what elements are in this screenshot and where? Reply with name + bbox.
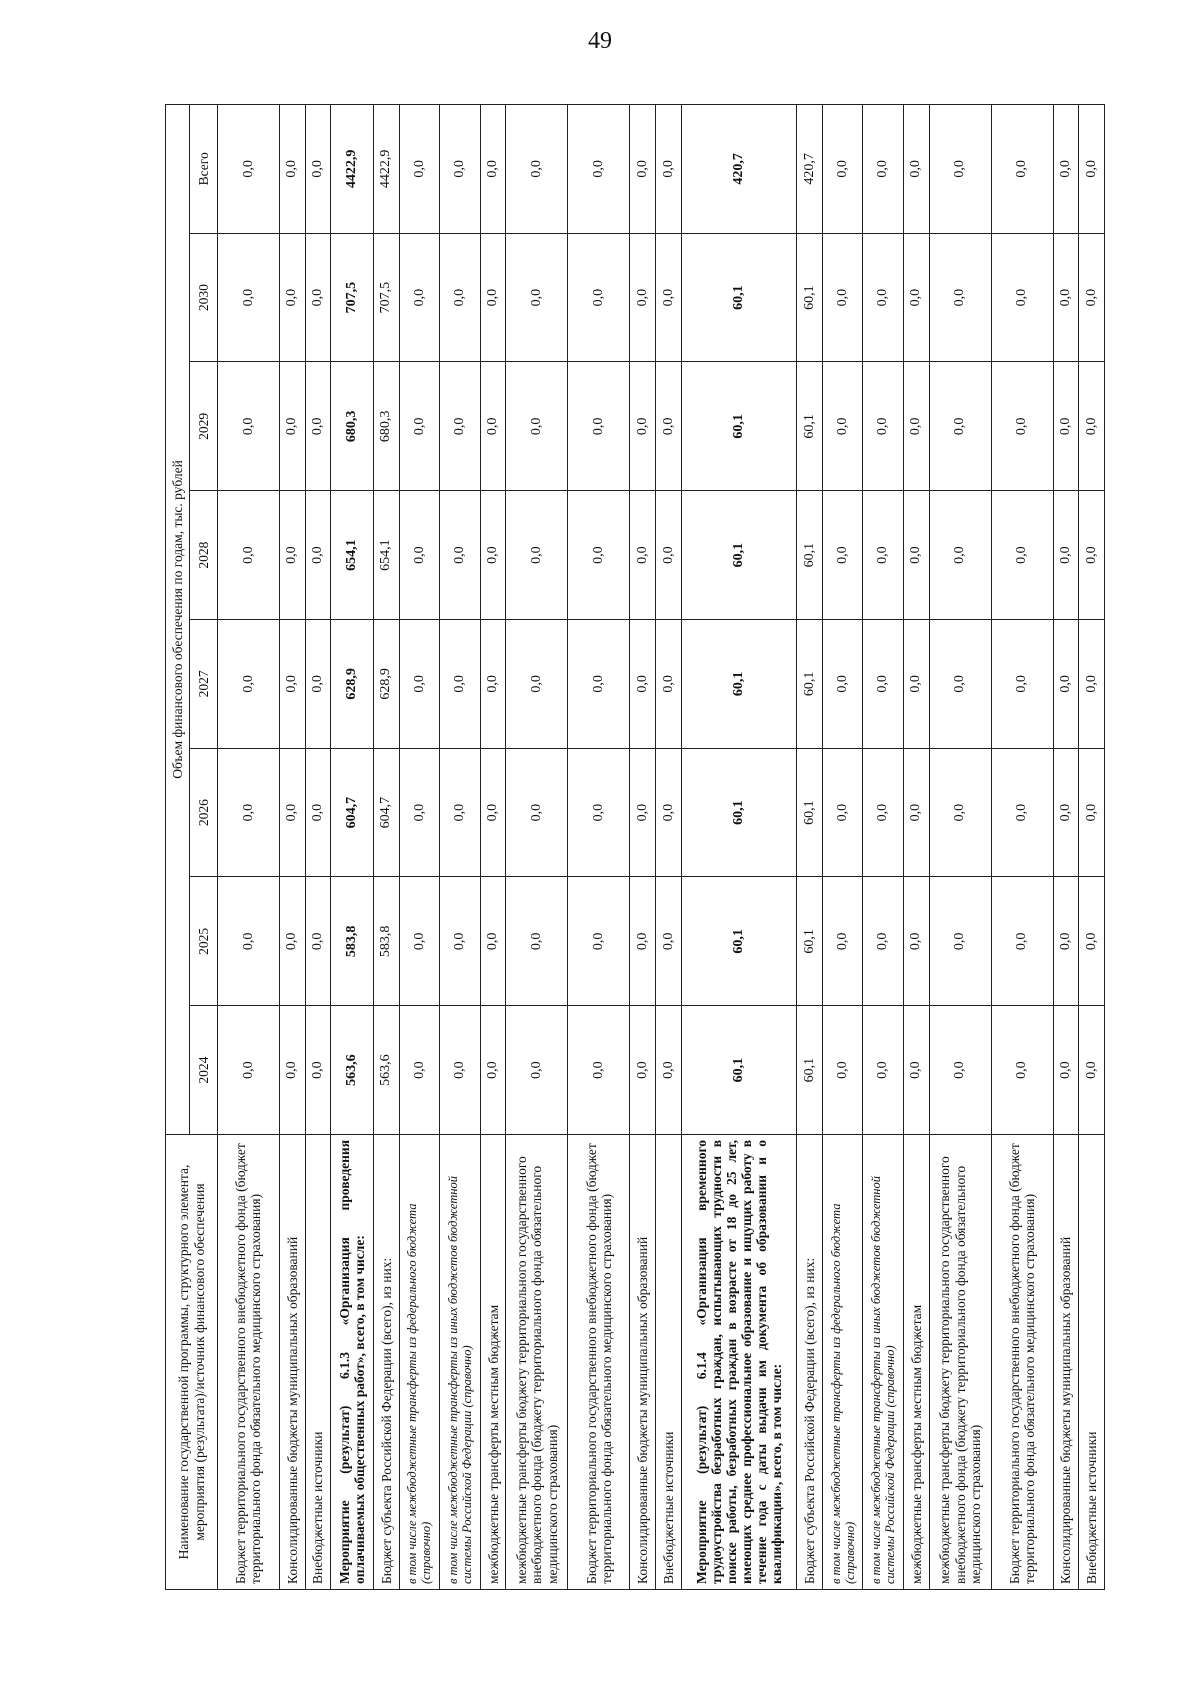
cell-value: 0,0 [656,877,682,1006]
header-year: 2028 [190,491,218,620]
table-row [863,104,904,1589]
row-label: межбюджетные трансферты местным бюджетам [903,1135,929,1590]
cell-value: 0,0 [440,362,481,491]
cell-value: 0,0 [903,362,929,491]
cell-value: 0,0 [305,748,331,877]
cell-value: 0,0 [399,1006,440,1135]
row-label: Внебюджетные источники [1079,1135,1105,1590]
cell-value: 60,1 [681,1006,796,1135]
cell-value: 0,0 [1079,1006,1105,1135]
cell-value: 0,0 [1079,877,1105,1006]
cell-value: 0,0 [506,1006,568,1135]
cell-value: 0,0 [399,748,440,877]
cell-value: 0,0 [568,362,630,491]
cell-value: 654,1 [331,491,374,620]
table-row [822,104,863,1589]
cell-value: 0,0 [822,362,863,491]
cell-value: 0,0 [991,233,1053,362]
cell-value: 0,0 [863,1006,904,1135]
header-year: 2027 [190,620,218,749]
cell-value: 0,0 [630,877,656,1006]
cell-value: 583,8 [331,877,374,1006]
cell-value: 0,0 [822,620,863,749]
cell-value: 60,1 [797,233,823,362]
cell-total: 0,0 [630,104,656,233]
cell-value: 0,0 [440,1006,481,1135]
cell-total: 0,0 [506,104,568,233]
cell-value: 0,0 [506,620,568,749]
cell-value: 0,0 [506,877,568,1006]
cell-value: 0,0 [480,491,506,620]
table-row [929,104,991,1589]
cell-value: 60,1 [797,1006,823,1135]
row-label: Внебюджетные источники [656,1135,682,1590]
cell-value: 0,0 [991,362,1053,491]
cell-value: 60,1 [681,491,796,620]
cell-value: 0,0 [1079,362,1105,491]
cell-value: 0,0 [440,233,481,362]
cell-value: 0,0 [399,491,440,620]
cell-total: 4422,9 [331,104,374,233]
cell-value: 0,0 [863,620,904,749]
cell-value: 0,0 [279,362,305,491]
row-label: Консолидированные бюджеты муниципальных образований [279,1135,305,1590]
cell-value: 0,0 [305,1006,331,1135]
cell-value: 60,1 [797,877,823,1006]
cell-value: 0,0 [218,1006,280,1135]
cell-value: 654,1 [373,491,399,620]
cell-total: 0,0 [991,104,1053,233]
cell-value: 0,0 [480,877,506,1006]
table-row [1053,104,1079,1589]
cell-value: 0,0 [568,620,630,749]
cell-value: 0,0 [903,491,929,620]
cell-value: 0,0 [568,233,630,362]
cell-value: 0,0 [929,1006,991,1135]
table-row [305,104,331,1589]
cell-total: 0,0 [440,104,481,233]
cell-value: 604,7 [373,748,399,877]
cell-value: 0,0 [863,877,904,1006]
page-number: 49 [588,28,612,54]
cell-value: 628,9 [331,620,374,749]
cell-value: 0,0 [399,620,440,749]
cell-value: 0,0 [991,491,1053,620]
row-label: в том числе межбюджетные трансферты из иных бюджетов бюджетной системы Российской Федерации (справочно) [863,1135,904,1590]
table-row [991,104,1053,1589]
table-row [440,104,481,1589]
cell-value: 0,0 [399,362,440,491]
cell-value: 0,0 [1053,748,1079,877]
cell-value: 563,6 [331,1006,374,1135]
cell-value: 563,6 [373,1006,399,1135]
cell-value: 0,0 [1079,491,1105,620]
cell-value: 60,1 [797,362,823,491]
cell-value: 0,0 [863,748,904,877]
cell-value: 680,3 [331,362,374,491]
table-row [681,104,796,1589]
header-group: Объем финансового обеспечения по годам, тыс. рублей [166,104,190,1134]
cell-value: 0,0 [568,491,630,620]
cell-value: 0,0 [929,748,991,877]
cell-value: 0,0 [399,233,440,362]
cell-value: 0,0 [630,362,656,491]
cell-value: 0,0 [568,877,630,1006]
cell-value: 0,0 [279,491,305,620]
table-row [630,104,656,1589]
cell-value: 707,5 [373,233,399,362]
cell-value: 60,1 [681,362,796,491]
row-label: Внебюджетные источники [305,1135,331,1590]
table-row [506,104,568,1589]
cell-value: 0,0 [279,877,305,1006]
rotated-table-container [165,105,1105,1590]
cell-value: 0,0 [656,362,682,491]
cell-value: 0,0 [506,362,568,491]
header-year: 2029 [190,362,218,491]
cell-value: 60,1 [797,748,823,877]
cell-value: 0,0 [480,362,506,491]
cell-value: 0,0 [929,491,991,620]
header-total: Всего [190,104,218,233]
cell-value: 0,0 [929,362,991,491]
cell-total: 0,0 [863,104,904,233]
row-label: в том числе межбюджетные трансферты из федерального бюджета (справочно) [822,1135,863,1590]
cell-value: 0,0 [305,877,331,1006]
cell-value: 0,0 [929,620,991,749]
cell-value: 0,0 [991,748,1053,877]
row-label: Бюджет территориального государственного внебюджетного фонда (бюджет территориального фонда обязательного медицинского страхования) [568,1135,630,1590]
cell-value: 0,0 [991,1006,1053,1135]
cell-value: 0,0 [822,1006,863,1135]
cell-value: 0,0 [1053,620,1079,749]
table-row [279,104,305,1589]
cell-value: 680,3 [373,362,399,491]
cell-value: 0,0 [656,620,682,749]
cell-value: 0,0 [218,620,280,749]
cell-value: 0,0 [279,233,305,362]
cell-value: 0,0 [630,1006,656,1135]
cell-value: 0,0 [399,877,440,1006]
cell-value: 60,1 [681,620,796,749]
row-label: межбюджетные трансферты местным бюджетам [480,1135,506,1590]
cell-value: 0,0 [480,233,506,362]
cell-value: 0,0 [218,877,280,1006]
table-row [331,104,374,1589]
cell-value: 0,0 [440,620,481,749]
cell-value: 583,8 [373,877,399,1006]
cell-value: 0,0 [279,1006,305,1135]
cell-value: 0,0 [903,748,929,877]
cell-total: 0,0 [822,104,863,233]
cell-total: 0,0 [568,104,630,233]
cell-value: 0,0 [480,748,506,877]
cell-total: 0,0 [1079,104,1105,233]
cell-value: 0,0 [929,877,991,1006]
header-year: 2030 [190,233,218,362]
cell-value: 60,1 [681,748,796,877]
cell-value: 0,0 [305,362,331,491]
cell-value: 0,0 [480,620,506,749]
cell-value: 0,0 [630,748,656,877]
cell-total: 4422,9 [373,104,399,233]
cell-value: 0,0 [991,620,1053,749]
cell-value: 0,0 [903,877,929,1006]
row-label: Мероприятие (результат) 6.1.4 «Организация временного трудоустройства безработных граждан, испытывающих трудности в поиске работы, безработных граждан в возрасте от 18 до 25 лет, имеющих среднее профессиональное образование и ищущих работу в течение года с даты выдачи им документа об образовании и о квалификации», всего, в том числе: [681,1135,796,1590]
cell-total: 420,7 [681,104,796,233]
cell-value: 0,0 [863,233,904,362]
cell-value: 0,0 [218,233,280,362]
cell-total: 0,0 [929,104,991,233]
row-label: Бюджет субъекта Российской Федерации (всего), из них: [373,1135,399,1590]
cell-value: 0,0 [1053,877,1079,1006]
cell-value: 0,0 [656,491,682,620]
cell-value: 0,0 [903,620,929,749]
table-row [218,104,280,1589]
cell-value: 707,5 [331,233,374,362]
cell-value: 0,0 [218,491,280,620]
cell-value: 0,0 [929,233,991,362]
cell-total: 420,7 [797,104,823,233]
cell-value: 0,0 [822,233,863,362]
cell-value: 0,0 [630,491,656,620]
row-label: Бюджет территориального государственного внебюджетного фонда (бюджет территориального фонда обязательного медицинского страхования) [218,1135,280,1590]
cell-value: 0,0 [279,748,305,877]
header-year: 2025 [190,877,218,1006]
row-label: в том числе межбюджетные трансферты из иных бюджетов бюджетной системы Российской Федерации (справочно) [440,1135,481,1590]
cell-value: 0,0 [1079,233,1105,362]
row-label: межбюджетные трансферты бюджету территориального государственного внебюджетного фонда (бюджету территориального фонда обязательного медицинского страхования) [929,1135,991,1590]
cell-value: 0,0 [506,491,568,620]
cell-value: 0,0 [279,620,305,749]
cell-value: 0,0 [218,748,280,877]
table-row [656,104,682,1589]
cell-value: 0,0 [822,748,863,877]
cell-value: 0,0 [1053,1006,1079,1135]
header-year: 2024 [190,1006,218,1135]
cell-value: 0,0 [568,748,630,877]
cell-value: 60,1 [797,491,823,620]
cell-value: 0,0 [440,491,481,620]
row-label: Мероприятие (результат) 6.1.3 «Организация проведения оплачиваемых общественных работ», всего, в том числе: [331,1135,374,1590]
cell-value: 0,0 [1053,491,1079,620]
cell-value: 0,0 [991,877,1053,1006]
cell-total: 0,0 [656,104,682,233]
cell-value: 0,0 [506,748,568,877]
financing-table [165,104,1105,1590]
table-row [797,104,823,1589]
table-row [1079,104,1105,1589]
cell-value: 0,0 [656,748,682,877]
cell-value: 0,0 [440,877,481,1006]
cell-total: 0,0 [218,104,280,233]
cell-value: 0,0 [863,491,904,620]
row-label: Бюджет субъекта Российской Федерации (всего), из них: [797,1135,823,1590]
cell-total: 0,0 [305,104,331,233]
cell-value: 60,1 [797,620,823,749]
table-row [399,104,440,1589]
cell-value: 0,0 [1079,748,1105,877]
cell-value: 0,0 [630,233,656,362]
cell-value: 628,9 [373,620,399,749]
cell-value: 0,0 [1053,233,1079,362]
table-body [218,104,1105,1589]
cell-value: 0,0 [1079,620,1105,749]
row-label: Бюджет территориального государственного внебюджетного фонда (бюджет территориального фонда обязательного медицинского страхования) [991,1135,1053,1590]
cell-value: 604,7 [331,748,374,877]
cell-value: 0,0 [506,233,568,362]
cell-value: 0,0 [305,620,331,749]
cell-value: 60,1 [681,877,796,1006]
row-label: межбюджетные трансферты бюджету территориального государственного внебюджетного фонда (бюджету территориального фонда обязательного медицинского страхования) [506,1135,568,1590]
cell-value: 0,0 [305,233,331,362]
cell-value: 0,0 [305,491,331,620]
cell-value: 0,0 [903,233,929,362]
cell-value: 0,0 [480,1006,506,1135]
cell-value: 0,0 [440,748,481,877]
row-label: Консолидированные бюджеты муниципальных образований [630,1135,656,1590]
table-row [373,104,399,1589]
row-label: в том числе межбюджетные трансферты из федерального бюджета (справочно) [399,1135,440,1590]
row-label: Консолидированные бюджеты муниципальных образований [1053,1135,1079,1590]
cell-value: 0,0 [822,877,863,1006]
cell-value: 0,0 [822,491,863,620]
table-row [568,104,630,1589]
cell-value: 0,0 [656,1006,682,1135]
cell-value: 0,0 [218,362,280,491]
header-name: Наименование государственной программы, структурного элемента, мероприятия (результата)/источник финансового обеспечения [166,1135,218,1590]
cell-value: 0,0 [903,1006,929,1135]
cell-total: 0,0 [903,104,929,233]
cell-value: 0,0 [863,362,904,491]
cell-total: 0,0 [279,104,305,233]
cell-value: 0,0 [656,233,682,362]
cell-total: 0,0 [399,104,440,233]
cell-total: 0,0 [480,104,506,233]
table-row [480,104,506,1589]
cell-total: 0,0 [1053,104,1079,233]
cell-value: 60,1 [681,233,796,362]
cell-value: 0,0 [568,1006,630,1135]
cell-value: 0,0 [1053,362,1079,491]
cell-value: 0,0 [630,620,656,749]
table-row [903,104,929,1589]
header-year: 2026 [190,748,218,877]
